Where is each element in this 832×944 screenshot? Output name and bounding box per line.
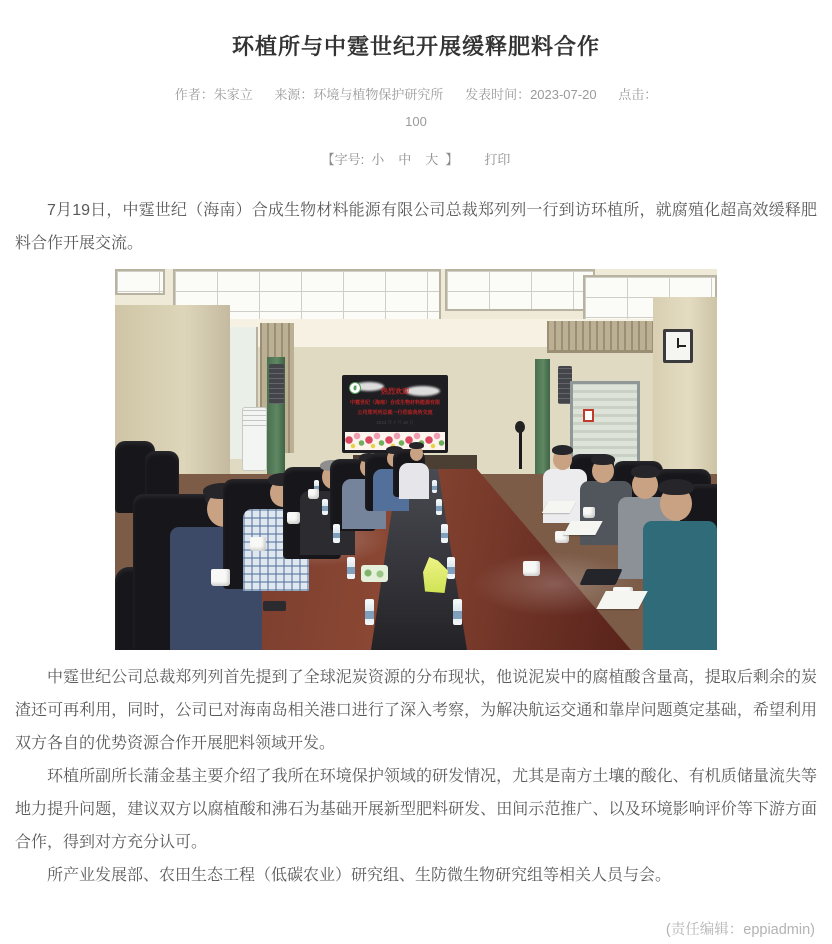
attendee-hair [591, 454, 615, 465]
water-bottle [333, 524, 340, 543]
page-title: 环植所与中霆世纪开展缓释肥料合作 [231, 34, 600, 59]
water-bottle [365, 599, 374, 625]
slide-date-line: 2023 年 7 月 19 日 [376, 420, 414, 425]
water-bottle [322, 499, 328, 515]
slide-visit-line: 公司郑列列总裁一行莅临我所交流 [357, 410, 433, 416]
tissue-pack [361, 565, 388, 582]
attendee-hair [409, 442, 424, 449]
right-curtain-valance [547, 321, 655, 353]
microphone [519, 429, 522, 469]
attendee-hair [658, 479, 694, 495]
water-bottle [447, 557, 455, 579]
article-body [15, 194, 817, 892]
meta-author: 作者：朱家立 [174, 87, 253, 102]
ceiling-light-panel [115, 269, 165, 295]
ceiling-light-panel [445, 269, 595, 311]
tea-mug [583, 507, 595, 518]
font-size-toolbar [15, 149, 817, 168]
tea-mug [523, 561, 540, 576]
tea-mug [308, 489, 319, 499]
fontsize-prefix: 【字号: [321, 152, 365, 167]
fontsize-small-link[interactable]: 小 [371, 152, 385, 167]
meta-date: 发表时间：2023-07-20 [465, 87, 597, 102]
slide-company-line: 中霆世纪（海南）合成生物材料能源有限 [350, 400, 440, 406]
welcome-slide [345, 378, 445, 450]
attendee-left-6 [399, 463, 429, 499]
paragraph-1: 7月19日，中霆世纪（海南）合成生物材料能源有限公司总裁郑列列一行到访环植所，就腐殖化超高效缓释肥料合作开展交流。 [15, 202, 817, 252]
article-photo [115, 269, 717, 650]
attendee-hair [552, 445, 573, 455]
attendee-right-4 [643, 521, 717, 650]
print-link[interactable]: 打印 [484, 152, 511, 167]
meta-hits-label: 点击： [618, 87, 658, 102]
paragraph-4: 所产业发展部、农田生态工程（低碳农业）研究组、生防微生物研究组等相关人员与会。 [47, 867, 672, 884]
article-meta [15, 81, 817, 108]
clock-hand [677, 345, 686, 347]
water-bottle [441, 524, 448, 543]
phone [263, 601, 286, 611]
exit-sign [583, 409, 594, 422]
notebook [579, 569, 622, 585]
fontsize-medium-link[interactable]: 中 [398, 152, 412, 167]
article-figure [15, 269, 817, 650]
fontsize-large-link[interactable]: 大 [425, 152, 439, 167]
water-bottle [453, 599, 462, 625]
tv-screen [342, 375, 448, 453]
wall-speaker [269, 364, 284, 404]
water-bottle [436, 499, 442, 515]
microphone-head [515, 421, 525, 433]
tea-mug [250, 537, 266, 551]
attendee-hair [631, 465, 660, 478]
fontsize-suffix: 】 [445, 152, 459, 167]
paragraph-3: 环植所副所长蒲金基主要介绍了我所在环境保护领域的研发情况，尤其是南方土壤的酸化、有机质储量流失等地力提升问题，建议双方以腐植酸和沸石为基础开展新型肥料研发、田间示范推广、以及环境影响评价等下游方面合作，得到对方充分认可。 [15, 768, 817, 851]
water-bottle [432, 480, 437, 493]
meta-hits-count: 100 [405, 114, 427, 129]
meta-source: 来源：环境与植物保护研究所 [274, 87, 444, 102]
tea-mug [287, 512, 300, 524]
water-bottle [347, 557, 355, 579]
editor-credit: (责任编辑：eppiadmin) [665, 922, 815, 938]
wall-green-strip [535, 359, 550, 479]
wall-clock [663, 329, 693, 363]
slide-welcome-text: 热烈欢迎 [381, 387, 409, 395]
air-conditioner [242, 407, 267, 471]
paragraph-2: 中霆世纪公司总裁郑列列首先提到了全球泥炭资源的分布现状，他说泥炭中的腐植酸含量高，提取后剩余的炭渣还可再利用，同时，公司已对海南岛相关港口进行了深入考察，为解决航运交通和靠岸问题奠定基础，希望利用双方各自的优势资源合作开展肥料领域开发。 [15, 669, 817, 752]
article-page [0, 30, 832, 939]
tea-mug [211, 569, 230, 586]
